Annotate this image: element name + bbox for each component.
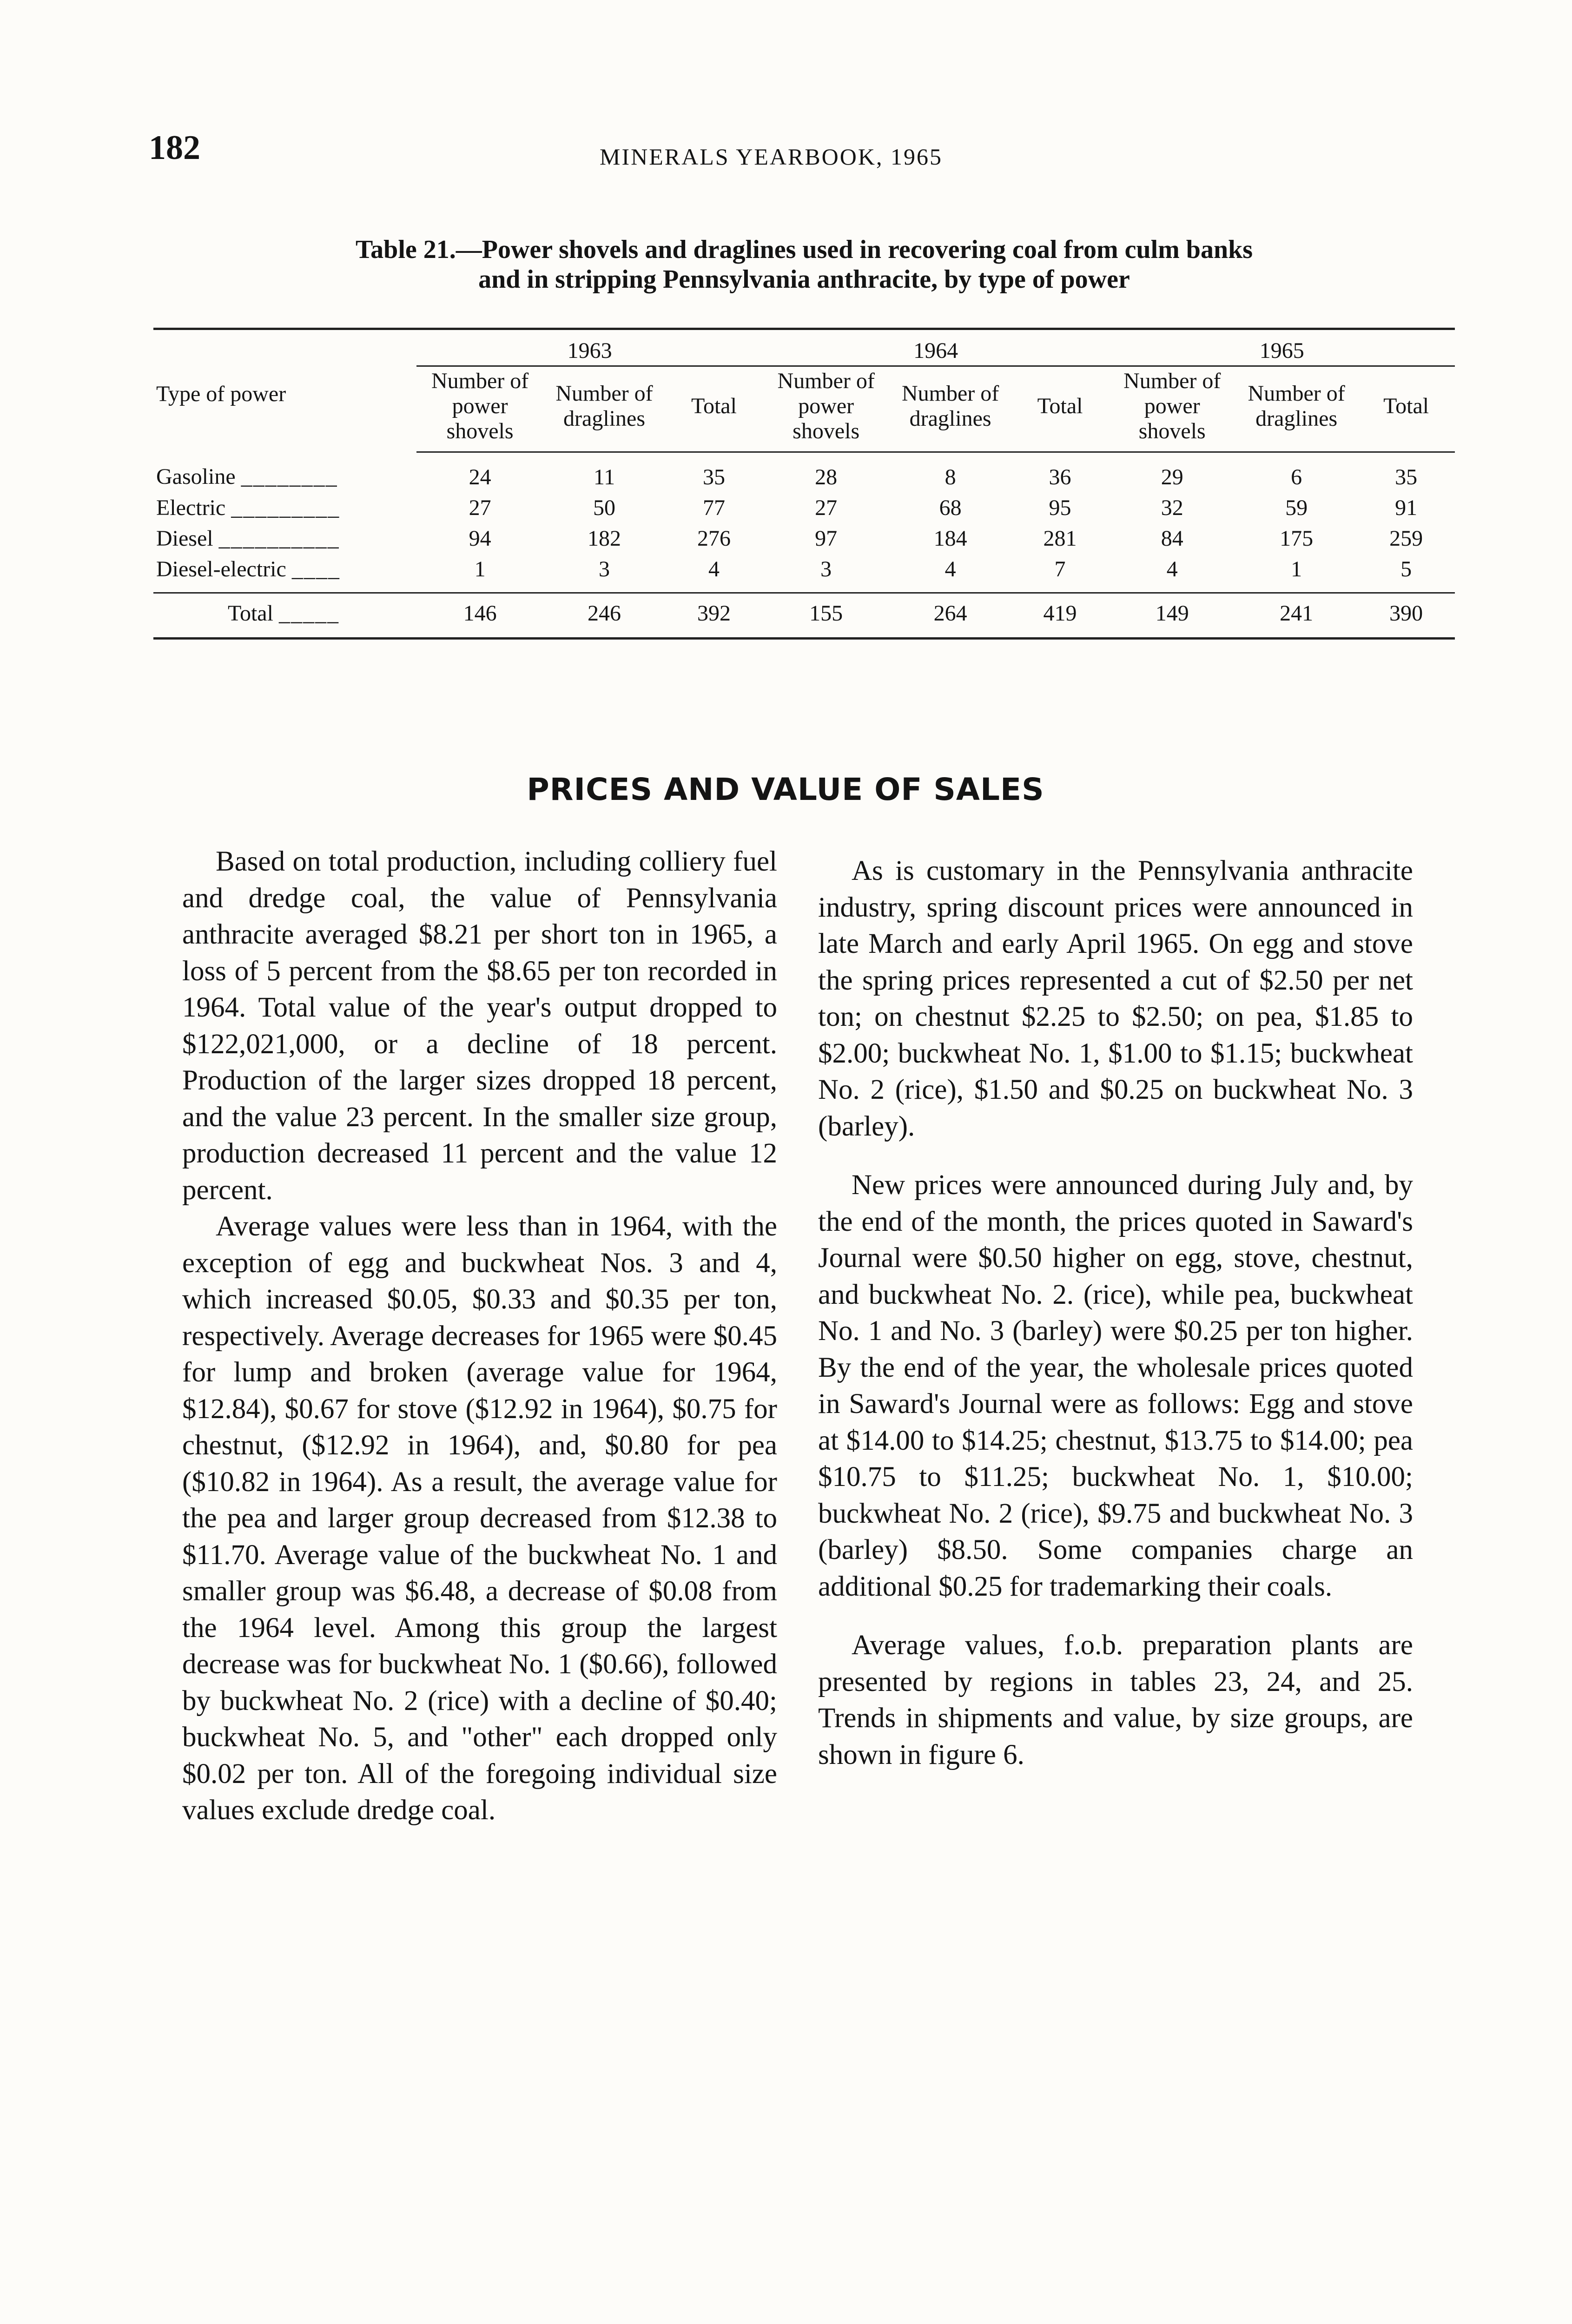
table-row [153,452,1455,493]
row-label-text: Electric [156,495,226,520]
table-cell: 77 [702,495,725,520]
table-cell: 95 [1049,495,1071,520]
column-header: Total [1011,366,1109,452]
type-of-power-header: Type of power [153,329,416,452]
table-cell: 28 [815,465,838,489]
row-label [153,452,416,493]
paragraph: Average values were less than in 1964, with the exception of egg and buckwheat Nos. 3 and 4, which increased $0.05, $0.33 and $0.35 per ton, respectively. Average decreases for 1965 were $0.45 for lump and broken (average value for 1964, $12.84), $0.67 for stove ($12.92 in 1964), $0.75 for chestnut, ($12.92 in 1964), and, $0.80 for pea ($10.82 in 1964). As a result, the average value for the pea and larger group decreased from $12.38 to $11.70. Average value of the buckwheat No. 1 and smaller group was $6.48, a decrease of $0.08 from the 1964 level. Among this group the largest decrease was for buckwheat No. 1 ($0.66), followed by buckwheat No. 2 (rice) with a decline of $0.40; buckwheat No. 5, and "other" each dropped only $0.02 per ton. All of the foregoing individual size values exclude dredge coal. [182,1211,777,1826]
section-title: PRICES AND VALUE OF SALES [527,772,1044,807]
row-label [153,493,416,523]
table-cell: 50 [593,495,616,520]
table-cell: 68 [939,495,962,520]
table-cell: 8 [945,465,956,489]
row-label-text: Diesel [156,526,213,551]
table-cell: 11 [593,465,615,489]
row-leader: _____ [278,601,339,626]
table-cell: 97 [815,526,838,551]
table-cell: 276 [697,526,731,551]
table-cell: 59 [1285,495,1308,520]
row-label-text: Gasoline [156,464,236,489]
table-cell: 146 [416,593,543,639]
year-header: 1963 [416,329,763,366]
row-label-text: Diesel-electric [156,557,286,581]
table-cell: 32 [1161,495,1183,520]
table-row [153,493,1455,523]
year-header: 1965 [1109,329,1455,366]
table-caption-line-2: and in stripping Pennsylvania anthracite, by type of power [478,265,1130,294]
table-cell: 264 [890,593,1011,639]
row-leader: _________ [231,495,340,520]
year-header: 1964 [763,329,1109,366]
paragraph: New prices were announced during July and, by the end of the month, the prices quoted in Saward's Journal were $0.50 higher on egg, stove, chestnut, and buckwheat No. 2. (rice), while pea, buckwheat No. 1 and No. 3 (barley) were $0.25 per ton higher. By the end of the year, the wholesale prices quoted in Saward's Journal were as follows: Egg and stove at $14.00 to $14.25; chestnut, $13.75 to $14.00; pea $10.75 to $11.25; buckwheat No. 1, $10.00; buckwheat No. 2 (rice), $9.75 and buckwheat No. 3 (barley) $8.50. Some companies charge an additional $0.25 for trademarking their coals. [818,1169,1413,1602]
row-leader: ____ [291,557,340,581]
page-number: 182 [149,129,200,167]
table-cell: 1 [474,557,486,581]
table-cell: 35 [702,465,725,489]
column-header: Number of draglines [1235,366,1357,452]
table-cell: 29 [1161,465,1183,489]
table-caption-line-1: Table 21.—Power shovels and draglines used in recovering coal from culm banks [355,235,1253,264]
column-header: Number of draglines [890,366,1011,452]
table-cell: 392 [665,593,763,639]
table-cell: 3 [820,557,832,581]
table-cell: 94 [469,526,491,551]
table-cell: 246 [543,593,665,639]
left-text-column [182,844,777,1829]
right-text-column [818,853,1413,1796]
table-cell: 1 [1291,557,1302,581]
column-header: Number of power shovels [763,366,890,452]
table-cell: 175 [1280,526,1314,551]
table-cell: 4 [1166,557,1178,581]
table-row [153,523,1455,554]
table-cell: 6 [1291,465,1302,489]
data-table-container [153,328,1455,640]
row-label [153,593,416,639]
column-header: Number of power shovels [1109,366,1235,452]
table-cell: 27 [469,495,491,520]
paragraph: As is customary in the Pennsylvania anthracite industry, spring discount prices were announced in late March and early April 1965. On egg and stove the spring prices represented a cut of $2.50 per net ton; on chestnut $2.25 to $2.50; on pea, $1.85 to $2.00; buckwheat No. 1, $1.00 to $1.15; buckwheat No. 2 (rice), $1.50 and $0.25 on buckwheat No. 3 (barley). [818,855,1413,1142]
table-cell: 4 [708,557,720,581]
paragraph: Based on total production, including colliery fuel and dredge coal, the value of Pennsylvania anthracite averaged $8.21 per short ton in 1965, a loss of 5 percent from the $8.65 per ton recorded in 1964. Total value of the year's output dropped to $122,021,000, or a decline of 18 percent. Production of the larger sizes dropped 18 percent, and the value 23 percent. In the smaller size group, production decreased 11 percent and the value 12 percent. [182,846,777,1206]
table-cell: 419 [1011,593,1109,639]
table-cell: 149 [1109,593,1235,639]
row-label [153,523,416,554]
table-cell: 155 [763,593,890,639]
row-label-text: Total [228,601,273,626]
table-cell: 259 [1389,526,1423,551]
column-header: Number of draglines [543,366,665,452]
table-cell: 4 [945,557,956,581]
running-head: MINERALS YEARBOOK, 1965 [600,144,943,170]
table-cell: 7 [1054,557,1066,581]
table-cell: 84 [1161,526,1183,551]
table-cell: 5 [1400,557,1412,581]
table-cell: 3 [599,557,610,581]
table-cell: 390 [1357,593,1455,639]
table-body [153,452,1455,639]
row-leader: __________ [218,526,340,551]
data-table [153,328,1455,640]
column-header: Number of power shovels [416,366,543,452]
paragraph: Average values, f.o.b. preparation plants are presented by regions in tables 23, 24, and 25. Trends in shipments and value, by size groups, are shown in figure 6. [818,1630,1413,1770]
column-header: Total [665,366,763,452]
row-label [153,554,416,593]
table-caption [153,235,1455,294]
table-cell: 91 [1395,495,1418,520]
table-cell: 27 [815,495,838,520]
table-cell: 36 [1049,465,1071,489]
table-cell: 35 [1395,465,1418,489]
column-header: Total [1357,366,1455,452]
row-leader: ________ [241,464,338,489]
table-row [153,554,1455,593]
table-cell: 184 [933,526,967,551]
table-cell: 182 [588,526,621,551]
table-cell: 281 [1043,526,1077,551]
table-cell: 24 [469,465,491,489]
table-row [153,593,1455,639]
table-cell: 241 [1235,593,1357,639]
